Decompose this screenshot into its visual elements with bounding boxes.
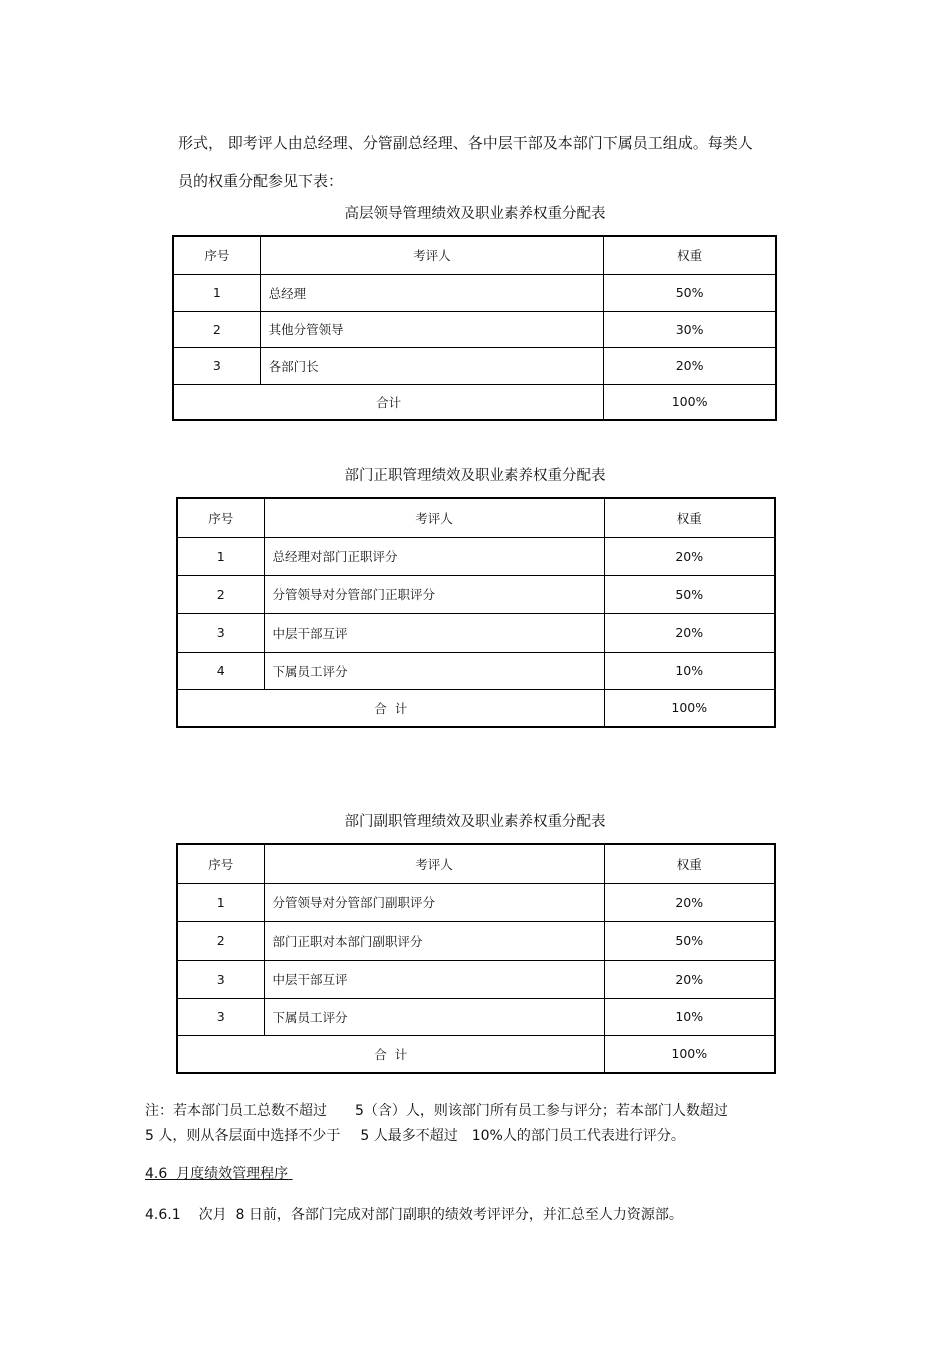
cell-no: 3 <box>177 998 264 1035</box>
table-row <box>177 960 775 998</box>
cell-weight: 20% <box>604 537 775 575</box>
table-row <box>173 311 776 347</box>
cell-rater: 总经理 <box>260 274 604 311</box>
cell-no: 1 <box>177 883 264 921</box>
cell-weight: 50% <box>604 921 775 960</box>
total-label: 合 计 <box>177 1035 604 1073</box>
table-row <box>173 274 776 311</box>
header-weight: 权重 <box>604 498 775 537</box>
total-value: 100% <box>604 384 776 420</box>
header-weight: 权重 <box>604 844 775 883</box>
note-text: 10%人的部门员工代表进行评分。 <box>471 1128 685 1144</box>
cell-no: 3 <box>177 960 264 998</box>
cell-rater: 部门正职对本部门副职评分 <box>264 921 604 960</box>
cell-no: 4 <box>177 652 264 689</box>
cell-rater: 其他分管领导 <box>260 311 604 347</box>
cell-no: 3 <box>173 347 260 384</box>
header-no: 序号 <box>177 844 264 883</box>
table-2-caption: 部门正职管理绩效及职业素养权重分配表 <box>344 468 606 484</box>
note-text: 注：若本部门员工总数不超过 <box>145 1103 327 1119</box>
table-total-row <box>173 384 776 420</box>
cell-weight: 20% <box>604 613 775 652</box>
table-header-row <box>177 844 775 883</box>
section-heading: 4.6 月度绩效管理程序 <box>145 1166 289 1182</box>
section-title <box>145 1164 318 1184</box>
note-text: 5 人最多不超过 <box>360 1128 458 1144</box>
cell-weight: 20% <box>604 883 775 921</box>
cell-rater: 下属员工评分 <box>264 652 604 689</box>
table-total-row <box>177 689 775 727</box>
table-row <box>177 537 775 575</box>
note-text: 5 人，则从各层面中选择不少于 <box>145 1128 341 1144</box>
table-row <box>177 998 775 1035</box>
total-value: 100% <box>604 689 775 727</box>
cell-no: 1 <box>173 274 260 311</box>
cell-rater: 总经理对部门正职评分 <box>264 537 604 575</box>
cell-weight: 20% <box>604 960 775 998</box>
cell-weight: 20% <box>604 347 776 384</box>
header-rater: 考评人 <box>260 236 604 274</box>
note-text: 5（含）人，则该部门所有员工参与评分；若本部门人数超过 <box>355 1103 728 1119</box>
cell-weight: 50% <box>604 575 775 613</box>
table-1-caption: 高层领导管理绩效及职业素养权重分配表 <box>344 206 606 222</box>
cell-rater: 中层干部互评 <box>264 960 604 998</box>
cell-rater: 分管领导对分管部门正职评分 <box>264 575 604 613</box>
header-no: 序号 <box>173 236 260 274</box>
table-3-caption: 部门副职管理绩效及职业素养权重分配表 <box>344 814 606 830</box>
cell-rater: 下属员工评分 <box>264 998 604 1035</box>
table-header-row <box>173 236 776 274</box>
cell-no: 2 <box>177 921 264 960</box>
cell-weight: 10% <box>604 652 775 689</box>
table-total-row <box>177 1035 775 1073</box>
weight-table-dept-head <box>176 497 776 728</box>
header-weight: 权重 <box>604 236 776 274</box>
cell-rater: 中层干部互评 <box>264 613 604 652</box>
total-value: 100% <box>604 1035 775 1073</box>
section-item-text: 次月 8 日前，各部门完成对部门副职的绩效考评评分，并汇总至人力资源部。 <box>198 1207 683 1223</box>
section-item-number: 4.6.1 <box>145 1207 181 1223</box>
total-label: 合计 <box>173 384 604 420</box>
weight-table-senior <box>172 235 777 421</box>
cell-weight: 10% <box>604 998 775 1035</box>
cell-weight: 30% <box>604 311 776 347</box>
intro-line-1: 形式， 即考评人由总经理、分管副总经理、各中层干部及本部门下属员工组成。每类人 <box>178 134 753 152</box>
table-row <box>177 921 775 960</box>
note-line-2 <box>145 1125 685 1147</box>
section-item <box>145 1205 683 1225</box>
cell-rater: 各部门长 <box>260 347 604 384</box>
table-row <box>177 652 775 689</box>
cell-rater: 分管领导对分管部门副职评分 <box>264 883 604 921</box>
total-label: 合 计 <box>177 689 604 727</box>
cell-no: 2 <box>173 311 260 347</box>
cell-no: 2 <box>177 575 264 613</box>
weight-table-dept-deputy <box>176 843 776 1074</box>
table-header-row <box>177 498 775 537</box>
table-row <box>177 575 775 613</box>
cell-weight: 50% <box>604 274 776 311</box>
header-rater: 考评人 <box>264 498 604 537</box>
table-row <box>177 613 775 652</box>
cell-no: 3 <box>177 613 264 652</box>
note-line-1 <box>145 1100 728 1122</box>
table-row <box>173 347 776 384</box>
intro-line-2: 员的权重分配参见下表： <box>178 172 344 190</box>
table-row <box>177 883 775 921</box>
header-no: 序号 <box>177 498 264 537</box>
cell-no: 1 <box>177 537 264 575</box>
header-rater: 考评人 <box>264 844 604 883</box>
